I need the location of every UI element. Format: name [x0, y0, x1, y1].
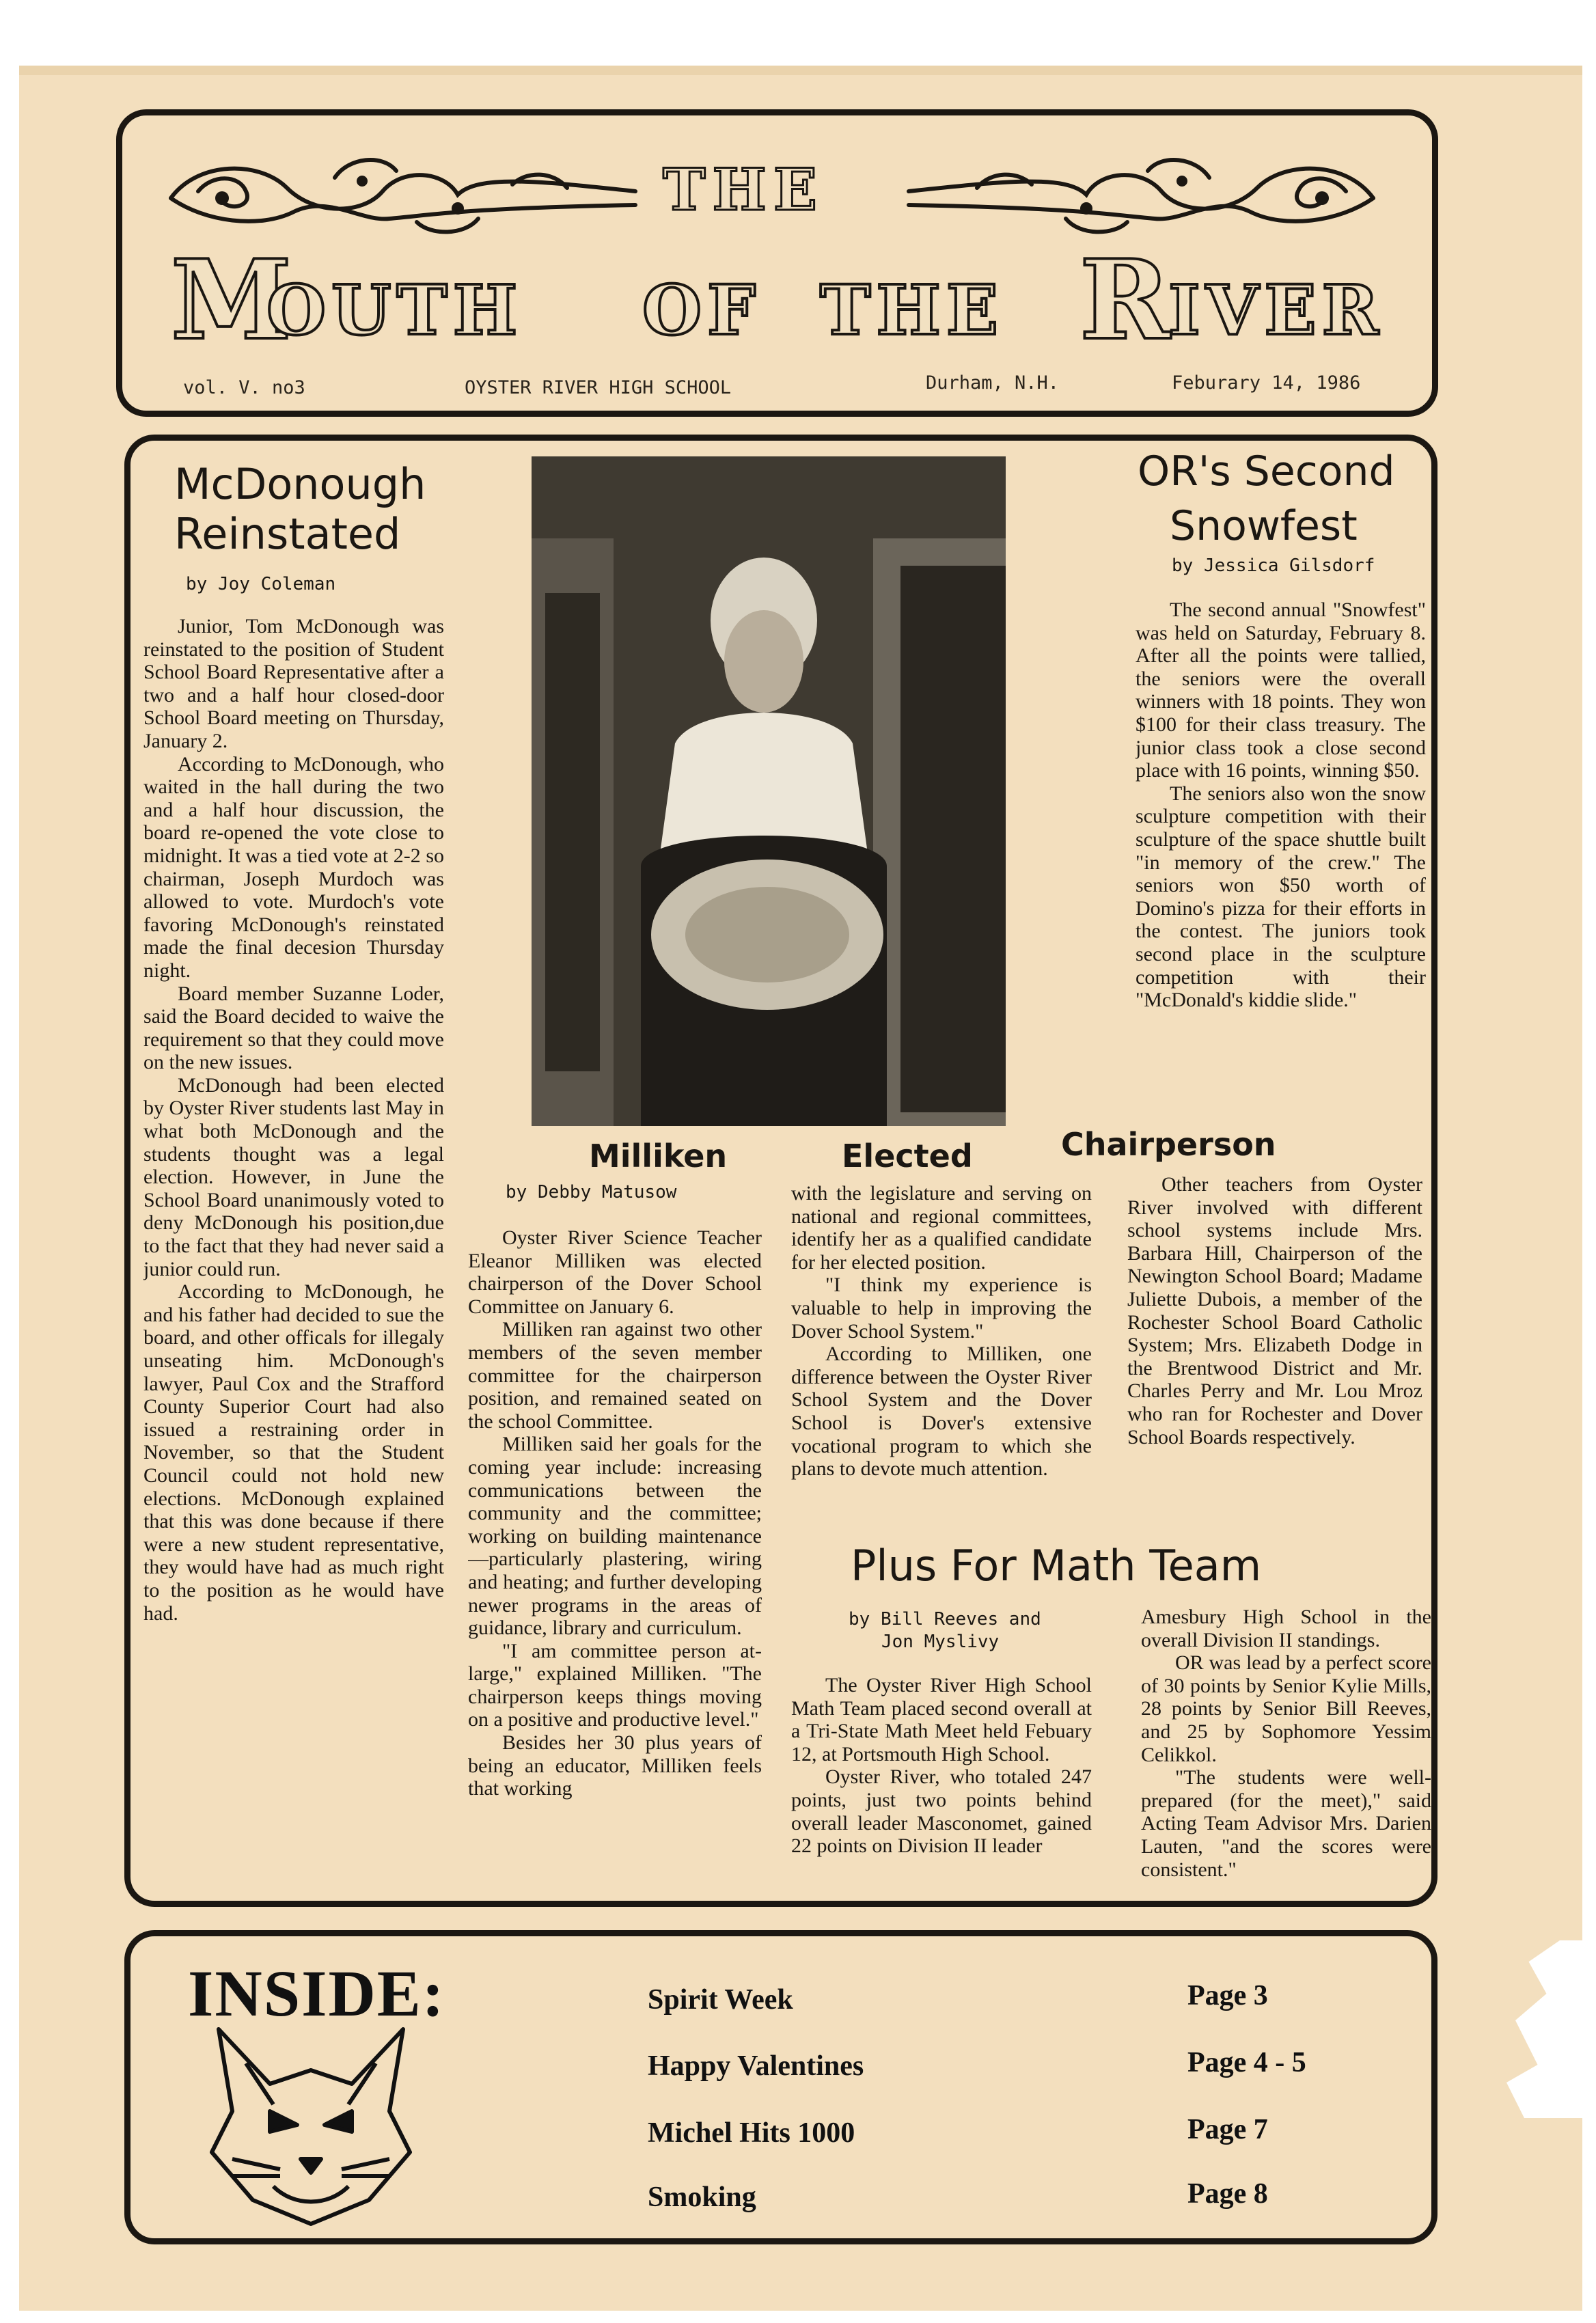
location: Durham, N.H.: [926, 372, 1060, 394]
milliken-headline-word2: Elected: [842, 1138, 973, 1174]
page-top-edge: [19, 66, 1582, 75]
math-paragraph: OR was lead by a perfect score of 30 points by Senior Kylie Mills, 28 points by Senior Bill Reeves, and 25 by Sophomore Yessim Celikkol.: [1141, 1651, 1431, 1766]
title-word-iver: IVER: [1168, 270, 1384, 350]
snowfest-headline-line2: Snowfest: [1170, 502, 1358, 550]
inside-item-label: Spirit Week: [648, 1984, 793, 2016]
mcdonough-paragraph: Board member Suzanne Loder, said the Board decided to waive the requirement so that they could move on the new issues.: [143, 982, 444, 1074]
snowfest-byline: by Jessica Gilsdorf: [1172, 555, 1375, 576]
inside-item-page: Page 3: [1187, 1980, 1268, 2011]
milliken-body-col2: [791, 1182, 1092, 1524]
snowfest-paragraph: The seniors also won the snow sculpture competition with their sculpture of the space shuttle built "in memory of the crew." The seniors won $50 worth of Domino's pizza for their efforts in the contest. The juniors took second place in the sculpture competition with their "McDonald's kiddie slide.": [1136, 782, 1426, 1012]
inside-item-label: Michel Hits 1000: [648, 2117, 855, 2149]
milliken-paragraph: Oyster River Science Teacher Eleanor Milliken was elected chairperson of the Dover School Committee on January 6.: [468, 1226, 762, 1318]
milliken-paragraph: "I think my experience is valuable to help in improving the Dover School System.": [791, 1274, 1092, 1343]
mcdonough-headline-line2: Reinstated: [174, 509, 401, 559]
math-headline: Plus For Math Team: [851, 1541, 1262, 1591]
math-body-col2: [1141, 1606, 1431, 1899]
wildcat-mascot-icon: [205, 2022, 417, 2227]
math-paragraph: Oyster River, who totaled 247 points, just two points behind overall leader Masconomet, gained 22 points on Division II leader: [791, 1765, 1092, 1858]
math-byline-line1: by Bill Reeves and: [849, 1609, 1041, 1630]
milliken-body-col1: [468, 1226, 762, 1903]
mcdonough-paragraph: McDonough had been elected by Oyster River students last May in what both McDonough and the students thought was a legal election. However, in June the School Board unanimously voted to deny McDonough his position,due to the fact that they had never said a junior could run.: [143, 1073, 444, 1280]
title-letter-r: R: [1079, 236, 1176, 364]
milliken-paragraph: Other teachers from Oyster River involved with different school systems include Mrs. Barbara Hill, Chairperson of the Newington School Board; Madame Juliette Dubois, a member of the Rochester School Board Catholic System; Mrs. Elizabeth Dodge in the Brentwood District and Mr. Charles Perry and Mr. Lou Mroz who ran for Rochester and Dover School Boards respectively.: [1127, 1173, 1422, 1448]
milliken-paragraph: Besides her 30 plus years of being an educator, Milliken feels that working: [468, 1731, 762, 1800]
milliken-paragraph: Milliken ran against two other members of the seven member committee for the chairperson position, and remained seated on the school Committee.: [468, 1318, 762, 1433]
masthead-the: THE: [663, 156, 824, 223]
scroll-ornament-right-icon: [895, 133, 1387, 249]
mcdonough-byline: by Joy Coleman: [186, 574, 336, 594]
photo-illustration: [532, 456, 1006, 1126]
inside-item-label: Happy Valentines: [648, 2050, 864, 2082]
issue-date: Feburary 14, 1986: [1172, 372, 1361, 394]
milliken-byline: by Debby Matusow: [506, 1182, 677, 1202]
milliken-paragraph: "I am committee person at-large," explained Milliken. "The chairperson keeps things moving on a positive and productive level.": [468, 1639, 762, 1731]
mcdonough-paragraph: According to McDonough, he and his father had decided to sue the board, and other officals for illegaly unseating him. McDonough's lawyer, Paul Cox and the Strafford County Superior Court had also issued a restraining order in November, so that the Student Council could not hold new elections. McDonough explained that this was done because if there were a new student representative, they would have had as much right to the position as he would have had.: [143, 1280, 444, 1625]
title-word-of: OF: [642, 270, 762, 350]
math-body-col1: [791, 1674, 1092, 1899]
snowfest-paragraph: The second annual "Snowfest" was held on Saturday, February 8. After all the points were tallied, the seniors were the overall winners with 18 points. They won $100 for their class treasury. The junior class took a close second place with 16 points, winning $50.: [1136, 599, 1426, 782]
milliken-paragraph: with the legislature and serving on national and regional committees, identify her as a qualified candidate for her elected position.: [791, 1182, 1092, 1274]
inside-title: INSIDE:: [188, 1957, 445, 2030]
milliken-photo: [532, 456, 1006, 1126]
inside-item-label: Smoking: [648, 2182, 756, 2213]
mcdonough-paragraph: According to McDonough, who waited in the hall during the two and a half hour discussion, the board re-opened the vote close to midnight. It was a tied vote at 2-2 so chairman, Joseph Murdoch was allowed to vote. Murdoch's vote favoring McDonough's reinstated made the final decesion Thursday night.: [143, 752, 444, 982]
inside-item-page: Page 8: [1187, 2178, 1268, 2210]
milliken-body-col3: [1127, 1173, 1422, 1528]
masthead-title: [164, 236, 1387, 364]
school-name: OYSTER RIVER HIGH SCHOOL: [465, 377, 732, 398]
milliken-paragraph: According to Milliken, one difference between the Oyster River School System and the Dover School is Dover's extensive vocational program to which she plans to devote much attention.: [791, 1343, 1092, 1481]
milliken-paragraph: Milliken said her goals for the coming year include: increasing communications between the community and the committee; working on building maintenance—particularly plastering, wiring and heating; and further developing newer programs in the areas of guidance, library and curriculum.: [468, 1433, 762, 1640]
milliken-headline-word3: Chairperson: [1061, 1126, 1276, 1163]
math-paragraph: The Oyster River High School Math Team placed second overall at a Tri-State Math Meet held Febuary 12, at Portsmouth High School.: [791, 1674, 1092, 1765]
inside-item-page: Page 4 - 5: [1187, 2047, 1306, 2078]
title-word-outh: OUTH: [266, 270, 523, 350]
inside-item-page: Page 7: [1187, 2114, 1268, 2145]
volume-number: vol. V. no3: [183, 377, 305, 398]
scroll-ornament-left-icon: [157, 133, 649, 249]
title-letter-m: M: [171, 236, 298, 364]
milliken-headline-word1: Milliken: [589, 1138, 728, 1174]
mcdonough-body: [143, 615, 444, 1872]
snowfest-body: [1136, 599, 1426, 1138]
snowfest-headline-line1: OR's Second: [1138, 448, 1395, 495]
math-byline-line2: Jon Myslivy: [881, 1632, 1000, 1652]
title-word-the: THE: [820, 270, 1004, 350]
math-paragraph: "The students were well-prepared (for the meet)," said Acting Team Advisor Mrs. Darien Lauten, "and the scores were consistent.": [1141, 1766, 1431, 1881]
mcdonough-paragraph: Junior, Tom McDonough was reinstated to the position of Student School Board Representative after a two and a half hour closed-door School Board meeting on Thursday, January 2.: [143, 615, 444, 752]
math-paragraph: Amesbury High School in the overall Division II standings.: [1141, 1606, 1431, 1651]
mcdonough-headline-line1: McDonough: [174, 459, 426, 509]
